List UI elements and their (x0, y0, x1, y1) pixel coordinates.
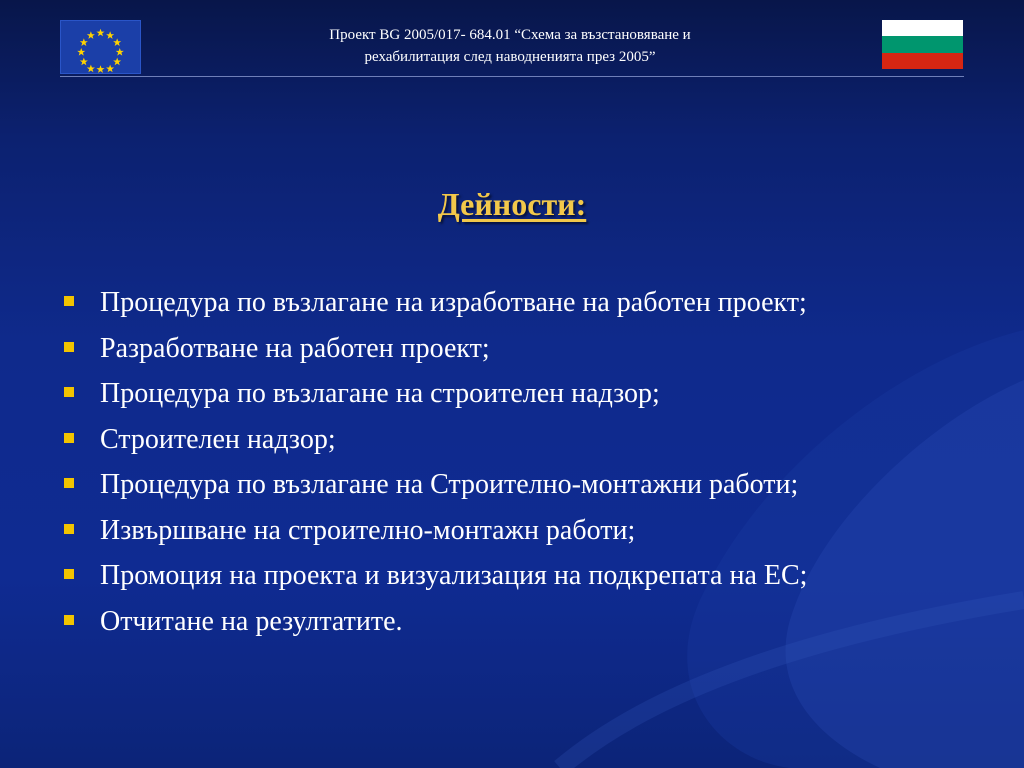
list-item-text: Строителен надзор; (100, 423, 336, 455)
bullet-square-icon (64, 524, 74, 534)
bullet-square-icon (64, 569, 74, 579)
list-item-text: Промоция на проекта и визуализация на подкрепата на ЕС; (100, 560, 808, 591)
list-item-text: Процедура по възлагане на Строително-монтажни работи; (100, 469, 799, 500)
bullet-square-icon (64, 615, 74, 625)
bulgaria-flag-green-band (882, 36, 963, 52)
bullet-square-icon (64, 387, 74, 397)
list-item-text: Отчитане на резултатите. (100, 605, 403, 637)
bullet-square-icon (64, 433, 74, 443)
list-item (62, 280, 807, 326)
header-divider (60, 76, 964, 77)
slide-heading: Дейности: (437, 186, 587, 222)
bulgaria-flag-red-band (882, 53, 963, 69)
activities-list (62, 280, 807, 644)
slide-header (60, 18, 964, 76)
list-item (62, 553, 807, 599)
list-item (62, 599, 807, 645)
list-item-text: Извършване на строително-монтажн работи; (100, 514, 636, 546)
list-item-text: Процедура по възлагане на изработване на работен проект; (100, 287, 807, 318)
project-title (210, 24, 810, 68)
list-item-text: Разработване на работен проект; (100, 332, 490, 364)
list-item (62, 371, 807, 417)
list-item (62, 417, 807, 463)
project-title-line-2: рехабилитация след наводненията през 2005” (364, 49, 656, 65)
bulgaria-flag-white-band (882, 20, 963, 36)
bullet-square-icon (64, 296, 74, 306)
bullet-square-icon (64, 478, 74, 488)
list-item (62, 326, 807, 372)
list-item (62, 508, 807, 554)
list-item-text: Процедура по възлагане на строителен надзор; (100, 378, 660, 409)
list-item (62, 462, 807, 508)
bulgaria-flag-icon (882, 20, 963, 69)
bullet-square-icon (64, 342, 74, 352)
eu-flag-icon (60, 20, 141, 74)
project-title-line-1: Проект BG 2005/017- 684.01 “Схема за възстановяване и (329, 27, 691, 43)
